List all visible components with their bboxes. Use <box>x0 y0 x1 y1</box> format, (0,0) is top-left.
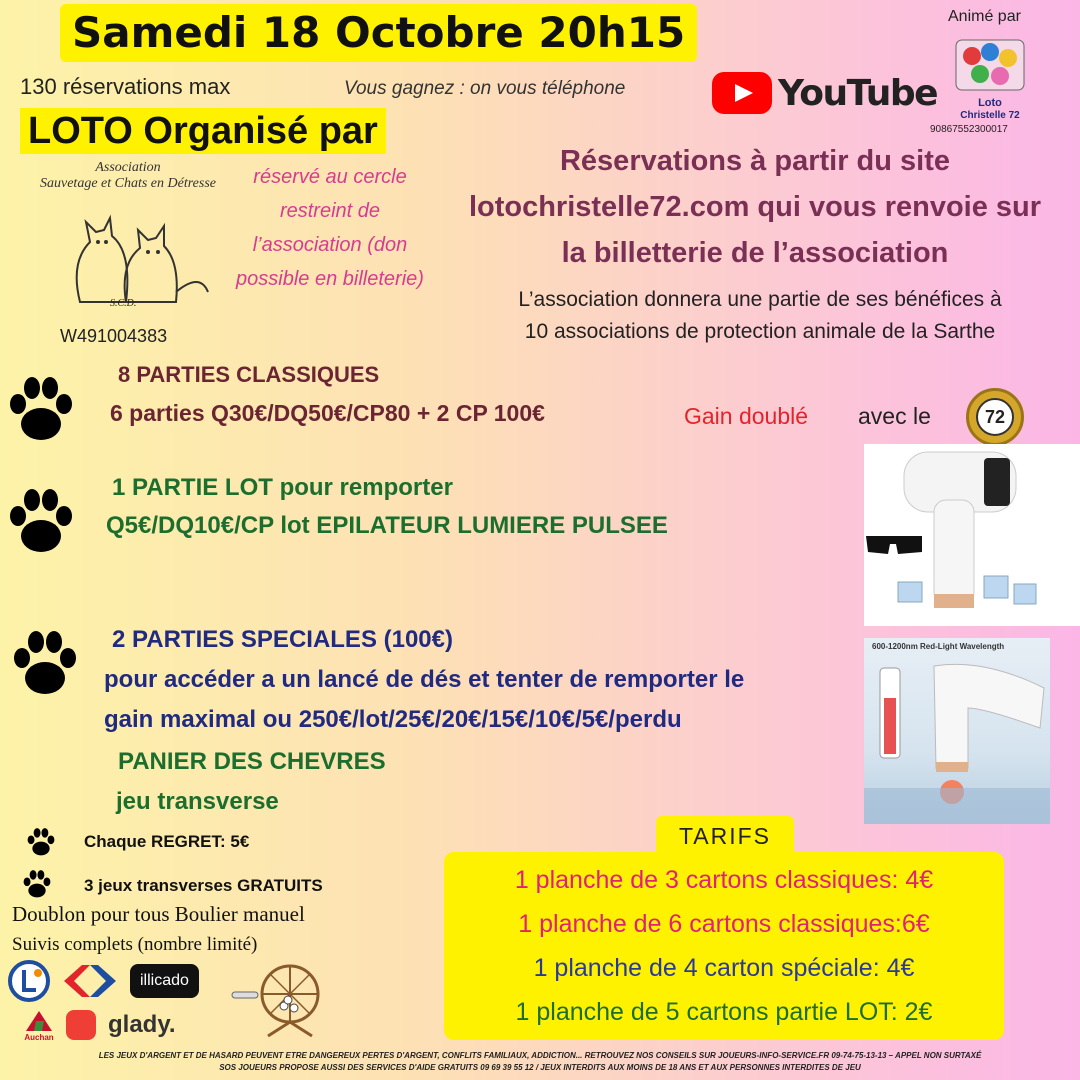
svg-text:Christelle 72: Christelle 72 <box>960 110 1020 120</box>
partner-siret: 90867552300017 <box>930 124 1008 135</box>
glady-logo-icon <box>64 1008 98 1042</box>
lot-game-title: 1 PARTIE LOT pour remporter <box>112 474 453 501</box>
leclerc-logo-icon <box>8 960 50 1002</box>
organised-by-heading: LOTO Organisé par <box>20 108 386 154</box>
payment-logos-row1 <box>8 960 199 1002</box>
red-light-product-image <box>864 638 1050 824</box>
tarifs-heading: TARIFS <box>656 816 794 856</box>
special-games-title: 2 PARTIES SPECIALES (100€) <box>112 626 453 653</box>
paw-icon <box>22 826 60 858</box>
gambling-disclaimer <box>20 1050 1060 1074</box>
reservation-line1: Réservations à partir du site <box>559 145 951 177</box>
transverse-game: jeu transverse <box>116 788 279 815</box>
suivis-note: Suivis complets (nombre limité) <box>12 934 258 955</box>
avec-le-label: avec le <box>858 403 931 429</box>
auchan-bird-icon <box>24 1009 54 1033</box>
double-gain-label: Gain doublé <box>684 403 809 429</box>
svg-text:Loto: Loto <box>978 97 1002 109</box>
red-light-product-caption: 600-1200nm Red-Light Wavelength <box>872 642 1005 651</box>
paw-icon <box>4 484 78 558</box>
carrefour-logo-icon <box>60 961 120 1001</box>
paw-icon <box>18 868 56 900</box>
regret-price: Chaque REGRET: 5€ <box>84 832 250 851</box>
youtube-play-icon <box>712 72 772 114</box>
reservation-line3: la billetterie de l’association <box>561 237 949 269</box>
payment-logos-row2 <box>24 1008 176 1042</box>
association-name-line2: Sauvetage et Chats en Détresse <box>40 176 216 191</box>
association-name-line1: Association <box>95 160 161 175</box>
paw-icon <box>4 372 78 446</box>
lot-game-detail: Q5€/DQ10€/CP lot EPILATEUR LUMIERE PULSEE <box>106 512 668 539</box>
disclaimer-line2: SOS JOUEURS PROPOSE AUSSI DES SERVICES D'AIDE GRATUITS 09 69 39 55 12 / JEUX INTERDITS AUX MOINS DE 18 ANS ET AUX PERSONNES INTERDITES DE JEU <box>219 1063 861 1072</box>
youtube-wordmark: YouTube <box>778 72 938 114</box>
reserved-note: réservé au cercle restreint de l’association (don possible en billeterie) <box>236 166 424 290</box>
tarif-row: 1 planche de 4 carton spéciale: 4€ <box>533 954 915 982</box>
benefit-line2: 10 associations de protection animale de la Sarthe <box>524 320 996 343</box>
tarif-row: 1 planche de 5 cartons partie LOT: 2€ <box>515 998 933 1026</box>
ball-72-number: 72 <box>976 398 1014 436</box>
loto-christelle-logo <box>950 30 1030 120</box>
association-id: W491004383 <box>60 326 168 346</box>
max-reservations: 130 réservations max <box>20 74 231 99</box>
winner-phone-note: Vous gagnez : on vous téléphone <box>344 78 626 99</box>
benefit-note <box>440 284 1080 348</box>
classic-games-title: 8 PARTIES CLASSIQUES <box>118 362 380 387</box>
cats-illustration-icon <box>40 192 216 312</box>
bingo-cage-icon <box>228 962 338 1042</box>
free-transverse-games: 3 jeux transverses GRATUITS <box>84 876 323 895</box>
association-initials: S.C.D. <box>110 298 137 309</box>
special-games-line1: pour accéder a un lancé de dés et tenter de remporter le <box>104 666 745 693</box>
illicado-logo: illicado <box>130 964 199 998</box>
benefit-line1: L’association donnera une partie de ses bénéfices à <box>518 288 1002 311</box>
auchan-logo <box>24 1009 54 1042</box>
tarifs-box <box>444 852 1004 1040</box>
special-games-line2: gain maximal ou 250€/lot/25€/20€/15€/10€/5€/perdu <box>104 706 682 733</box>
glady-logo: glady. <box>108 1011 176 1038</box>
association-logo <box>40 160 216 320</box>
panier-chevres: PANIER DES CHEVRES <box>118 748 386 775</box>
reservation-line2: lotochristelle72.com qui vous renvoie sur <box>468 191 1042 223</box>
classic-games-detail: 6 parties Q30€/DQ50€/CP80 + 2 CP 100€ <box>110 400 545 426</box>
disclaimer-line1: LES JEUX D'ARGENT ET DE HASARD PEUVENT ETRE DANGEREUX PERTES D'ARGENT, CONFLITS FAMILIAUX, ADDICTION... RETROUVEZ NOS CONSEILS SUR JOUEURS-INFO-SERVICE.FR 09-74-75-13-13 – APPEL NON SURTAXÉ <box>98 1051 982 1060</box>
tarif-row: 1 planche de 3 cartons classiques: 4€ <box>514 866 934 894</box>
auchan-label: Auchan <box>24 1032 54 1042</box>
epilator-product-image <box>864 444 1080 626</box>
ball-72-icon <box>966 388 1024 446</box>
youtube-logo <box>712 72 937 114</box>
reservation-info <box>430 138 1080 276</box>
doublon-note: Doublon pour tous Boulier manuel <box>12 902 305 926</box>
tarif-row: 1 planche de 6 cartons classiques:6€ <box>518 910 930 938</box>
animated-by-label: Animé par <box>948 8 1021 25</box>
event-title: Samedi 18 Octobre 20h15 <box>60 4 697 62</box>
paw-icon <box>8 626 82 700</box>
